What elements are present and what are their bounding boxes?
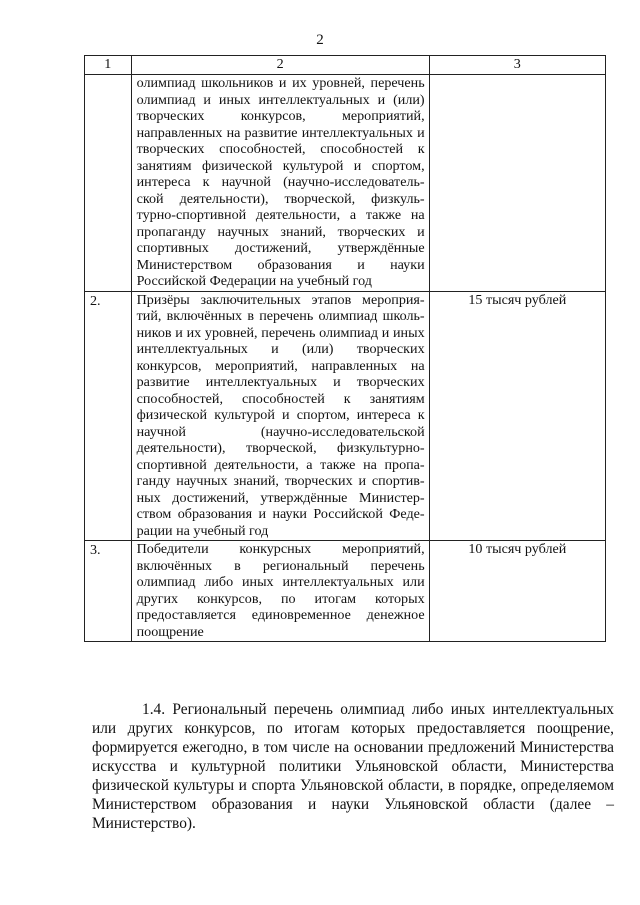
- row-amount: [429, 75, 605, 292]
- table-row: [85, 541, 606, 642]
- table-row: [85, 75, 606, 292]
- column-header-amount: 3: [429, 56, 605, 75]
- column-header-description: 2: [131, 56, 429, 75]
- paragraph-1-4: 1.4. Региональный перечень олимпиад либо иных интеллектуальных или других конкурсов, по итогам которых предоставляется поощрение, формируется ежегодно, в том числе на основании предложений Министерства искусства и культурной политики Ульяновской области, Министерства физической культуры и спорта Ульяновской области, в порядке, определяемом Министерством образования и науки Ульяновской области (далее – Министерство).: [92, 701, 614, 832]
- row-amount: 15 тысяч рублей: [429, 291, 605, 541]
- award-table: [84, 55, 606, 642]
- table-row: [85, 291, 606, 541]
- row-number: 3.: [85, 541, 132, 642]
- row-description: олимпиад школьников и их уровней, перечень олимпиад и иных интеллектуальных и (или) творческих конкурсов, мероприятий, направленных на развитие интеллектуальных и творческих способностей, способностей к занятиям физической культурой и спортом, интереса к научной (научно-исследователь-ской деятельности), творческой, физкуль-турно-спортивной деятельности, а также на пропаганду научных знаний, творческих и спортивных достижений, утверждённые Министерством образования и науки Российской Федерации на учебный год: [131, 75, 429, 292]
- column-header-number: 1: [85, 56, 132, 75]
- row-amount: 10 тысяч рублей: [429, 541, 605, 642]
- row-description: Победители конкурсных мероприятий, включённых в региональный перечень олимпиад либо иных интеллектуальных или других конкурсов, по итогам которых предоставляется единовременное денежное поощрение: [131, 541, 429, 642]
- page-number: 2: [316, 32, 324, 48]
- row-number: 2.: [85, 291, 132, 541]
- row-description: Призёры заключительных этапов мероприя-тий, включённых в перечень олимпиад школь-ников и их уровней, перечень олимпиад и иных интеллектуальных и (или) творческих конкурсов, мероприятий, направленных на развитие интеллектуальных и творческих способностей, способностей к занятиям физической культурой и спортом, интереса к научной (научно-исследовательской деятельности), творческой, физкультурно-спортивной деятельности, а также на пропа-ганду научных знаний, творческих и спортив-ных достижений, утверждённые Министер-ством образования и науки Российской Феде-рации на учебный год: [131, 291, 429, 541]
- row-number: [85, 75, 132, 292]
- table-header-row: [85, 56, 606, 75]
